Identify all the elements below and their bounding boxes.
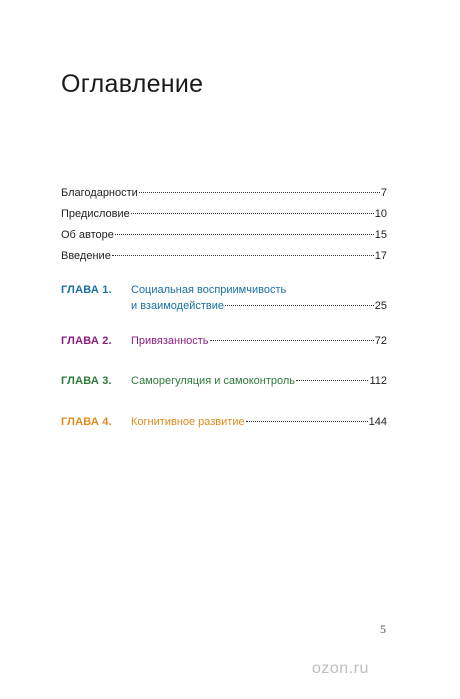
chapter-title-cont: и взаимодействие xyxy=(131,300,224,312)
toc-entry xyxy=(61,228,387,242)
chapter-title: Саморегуляция и самоконтроль xyxy=(131,375,296,387)
chapter-page: 25 xyxy=(374,300,387,312)
chapter-entry-2 xyxy=(61,334,387,350)
chapter-number: ГЛАВА 1. xyxy=(61,284,112,296)
chapter-page: 144 xyxy=(368,416,387,428)
toc-entry-label: Благодарности xyxy=(61,187,138,199)
table-of-contents xyxy=(61,186,387,431)
chapter-page: 72 xyxy=(374,335,387,347)
chapter-page: 112 xyxy=(369,375,387,387)
dot-leader xyxy=(115,234,374,235)
toc-entry-label: Предисловие xyxy=(61,208,130,220)
toc-entry xyxy=(61,186,387,200)
page-title: Оглавление xyxy=(61,70,204,98)
chapter-number: ГЛАВА 3. xyxy=(61,375,112,387)
chapter-number: ГЛАВА 4. xyxy=(61,416,112,428)
toc-entry xyxy=(61,249,387,263)
chapter-entry-3 xyxy=(61,374,387,390)
dot-leader xyxy=(131,213,374,214)
toc-entry xyxy=(61,207,387,221)
watermark-logo: ozon.ru xyxy=(312,660,369,677)
toc-entry-label: Введение xyxy=(61,250,111,262)
chapter-entry-1 xyxy=(61,283,387,315)
dot-leader xyxy=(296,380,368,381)
dot-leader xyxy=(139,192,380,193)
toc-entry-label: Об авторе xyxy=(61,229,114,241)
chapter-title: Социальная восприимчивость xyxy=(131,284,287,296)
chapter-entry-4 xyxy=(61,415,387,431)
chapter-title: Привязанность xyxy=(131,335,209,347)
toc-entry-page: 7 xyxy=(380,187,387,199)
dot-leader xyxy=(225,305,374,306)
toc-entry-page: 15 xyxy=(374,229,387,241)
page-number: 5 xyxy=(380,622,386,636)
chapter-number: ГЛАВА 2. xyxy=(61,335,112,347)
dot-leader xyxy=(112,255,374,256)
toc-entry-page: 17 xyxy=(374,250,387,262)
dot-leader xyxy=(210,340,374,341)
dot-leader xyxy=(246,421,368,422)
chapter-title: Когнитивное развитие xyxy=(131,416,245,428)
toc-entry-page: 10 xyxy=(374,208,387,220)
